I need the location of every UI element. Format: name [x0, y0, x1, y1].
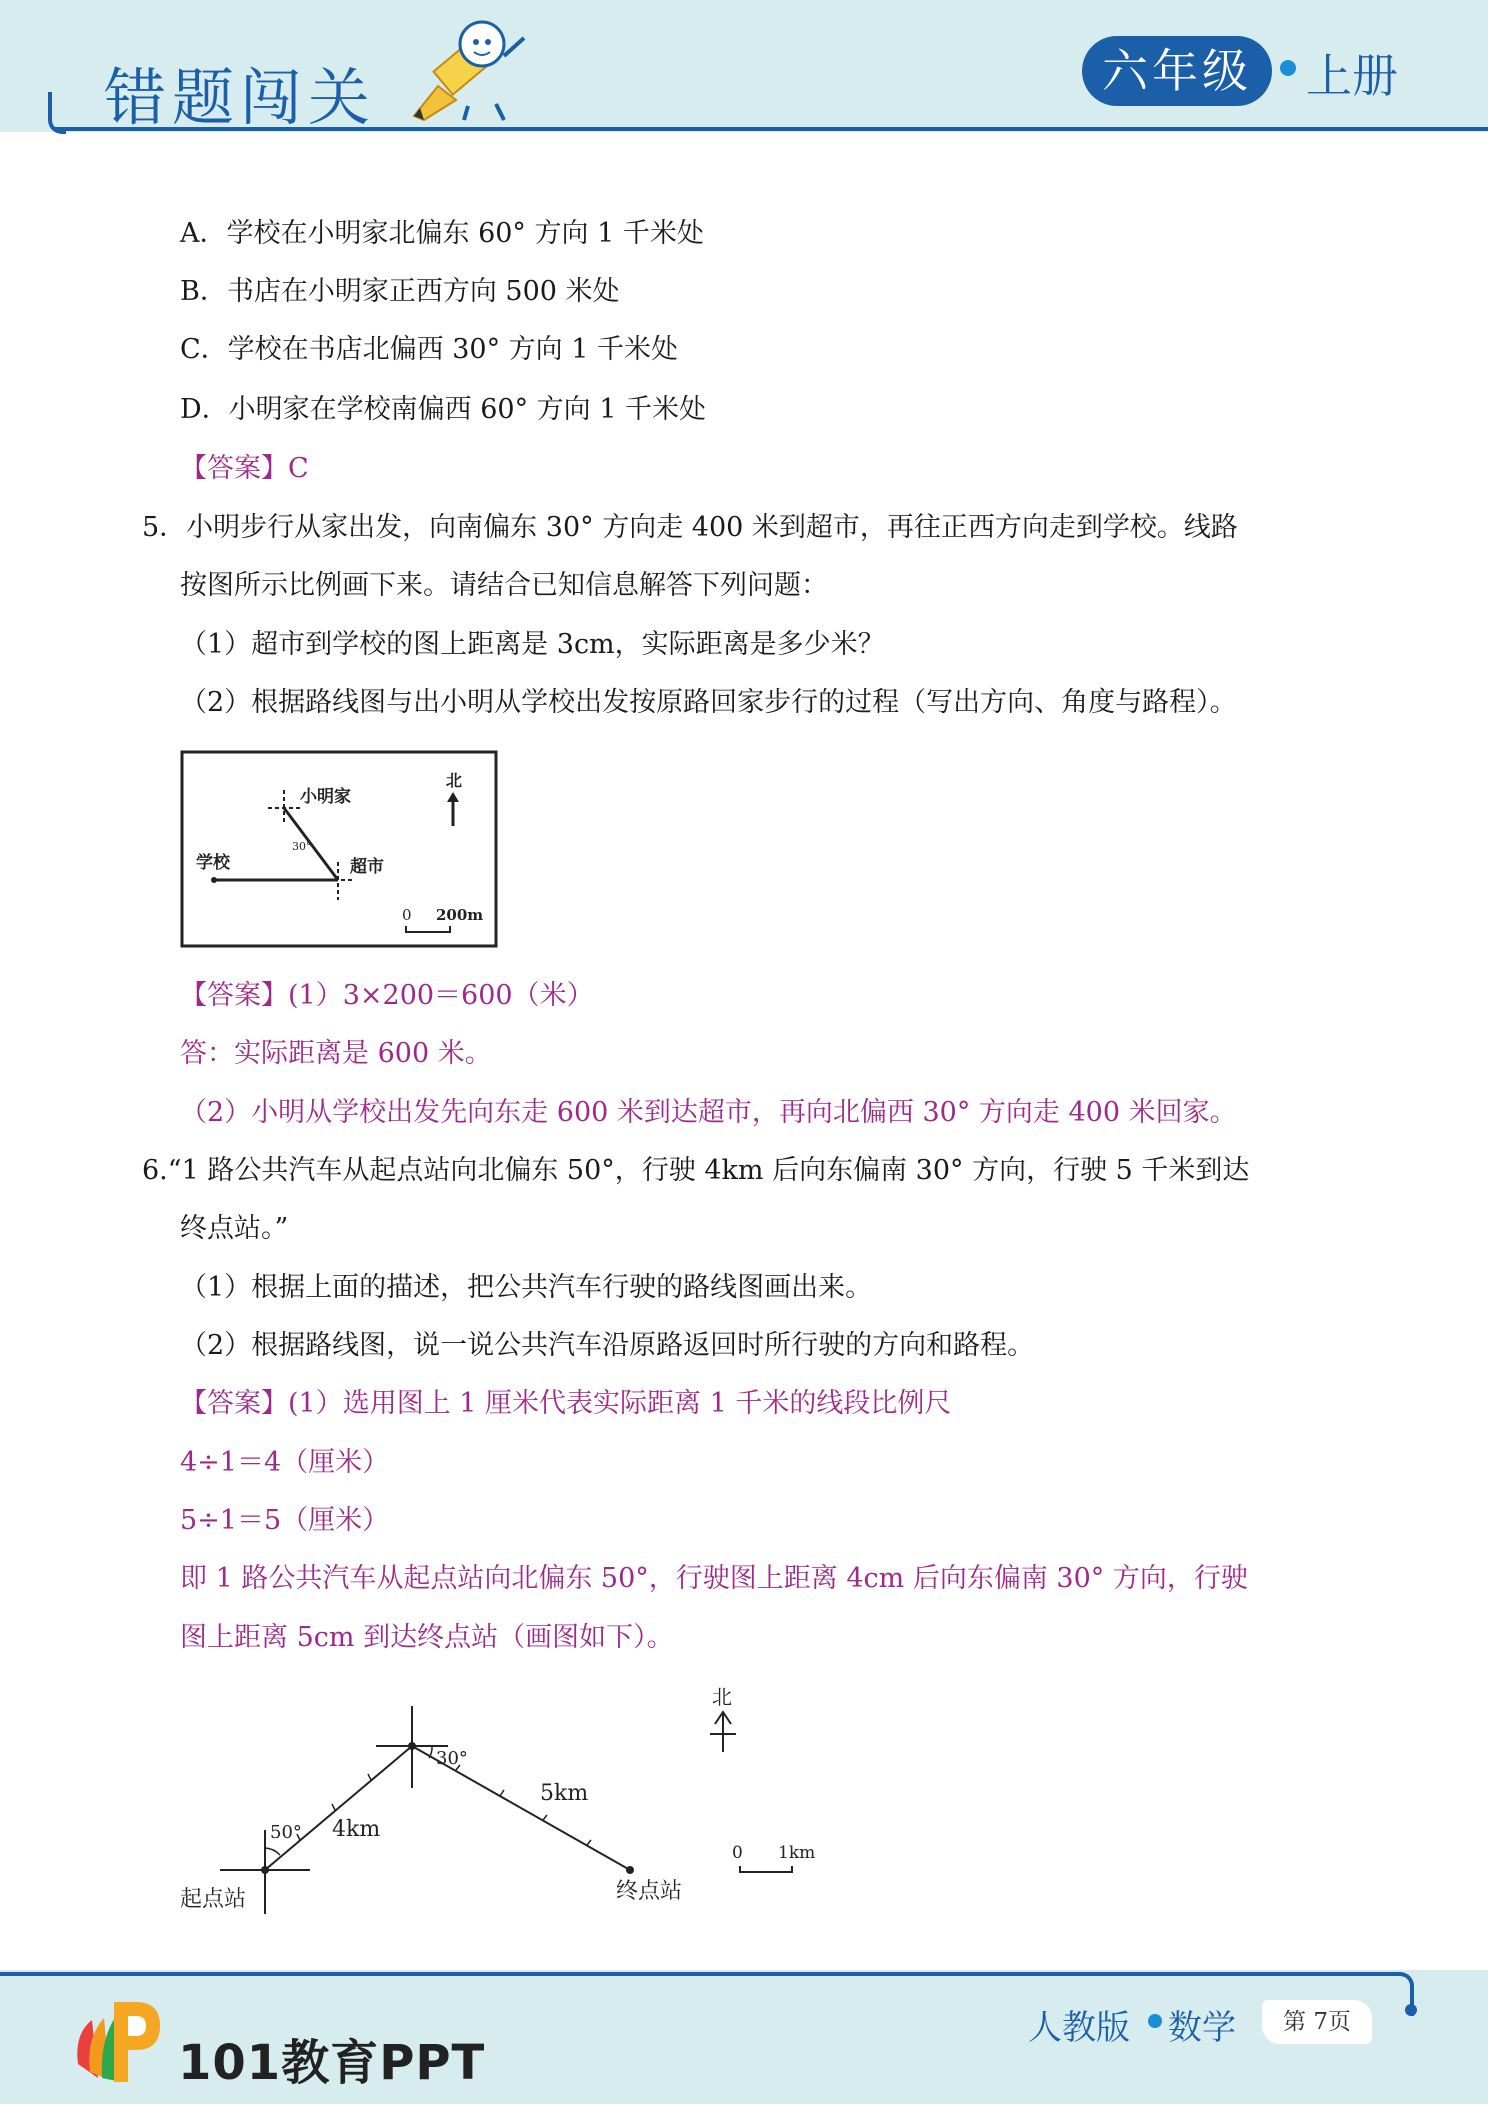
page-number-badge: 第 7页	[1262, 2000, 1372, 2044]
option-a: A．学校在小明家北偏东 60° 方向 1 千米处	[180, 218, 704, 249]
bullet-dot-icon	[1280, 60, 1296, 76]
option-b: B．书店在小明家正西方向 500 米处	[180, 276, 620, 307]
q5-school-label: 学校	[196, 853, 230, 873]
option-c: C．学校在书店北偏西 30° 方向 1 千米处	[180, 334, 679, 365]
header-title: 错题闯关	[104, 61, 377, 134]
answer-4: 【答案】C	[180, 453, 309, 484]
subject-label: 数学	[1168, 2008, 1236, 2048]
footer-divider	[0, 1972, 1400, 1976]
q5-scale-unit: 200m	[436, 906, 484, 924]
bullet-dot-icon	[1148, 2014, 1162, 2028]
q6-answer-line4: 即 1 路公共汽车从起点站向北偏东 50°，行驶图上距离 4cm 后向东偏南 30° 方向，行驶	[180, 1563, 1248, 1594]
q5-answer-line2: 答：实际距离是 600 米。	[180, 1038, 492, 1069]
q5-market-label: 超市	[350, 857, 384, 877]
q6-start-label: 起点站	[180, 1887, 247, 1912]
q5-route-figure	[180, 750, 498, 948]
option-d: D．小明家在学校南偏西 60° 方向 1 千米处	[180, 394, 707, 425]
q6-text-line1: 6.“1 路公共汽车从起点站向北偏东 50°，行驶 4km 后向东偏南 30° 方向，行驶 5 千米到达	[142, 1155, 1250, 1186]
q6-sub1: （1）根据上面的描述，把公共汽车行驶的路线图画出来。	[180, 1272, 873, 1303]
q6-scale-bar	[740, 1866, 792, 1872]
volume-label: 上册	[1306, 49, 1398, 103]
q5-sub2: （2）根据路线图与出小明从学校出发按原路回家步行的过程（写出方向、角度与路程）。	[180, 687, 1237, 718]
q6-answer-line3: 5÷1＝5（厘米）	[180, 1505, 390, 1536]
q5-answer-line3: （2）小明从学校出发先向东走 600 米到达超市，再向北偏西 30° 方向走 400 米回家。	[180, 1097, 1237, 1128]
q5-sub1: （1）超市到学校的图上距离是 3cm，实际距离是多少米？	[180, 629, 885, 660]
q6-route-figure	[170, 1680, 840, 1920]
q6-end-label: 终点站	[616, 1879, 683, 1904]
q5-north-label: 北	[446, 771, 463, 790]
footer-dot-icon	[1405, 2004, 1417, 2016]
q5-text-line1: 5．小明步行从家出发，向南偏东 30° 方向走 400 米到超市，再往正西方向走到学校。线路	[142, 512, 1238, 543]
q6-north-label: 北	[712, 1685, 732, 1709]
q6-dist2-label: 5km	[540, 1781, 589, 1806]
q6-answer-line5: 图上距离 5cm 到达终点站（画图如下）。	[180, 1622, 674, 1653]
q6-answer-line2: 4÷1＝4（厘米）	[180, 1447, 390, 1478]
q6-scale-unit: 1km	[778, 1843, 816, 1863]
q5-angle-label: 30°	[292, 840, 312, 853]
q6-angle1-label: 50°	[270, 1822, 302, 1843]
q5-home-label: 小明家	[300, 787, 351, 807]
q6-angle2-label: 30°	[436, 1748, 468, 1769]
q5-answer-line1: 【答案】(1）3×200＝600（米）	[180, 980, 594, 1011]
pencil-mascot-icon	[408, 16, 544, 124]
brand-name: 101教育PPT	[178, 2035, 486, 2091]
q5-text-line2: 按图所示比例画下来。请结合已知信息解答下列问题：	[180, 570, 828, 601]
q6-sub2: （2）根据路线图，说一说公共汽车沿原路返回时所行驶的方向和路程。	[180, 1330, 1035, 1361]
q6-dist1-label: 4km	[332, 1817, 381, 1842]
q6-scale-zero: 0	[732, 1843, 743, 1863]
q6-answer-line1: 【答案】(1）选用图上 1 厘米代表实际距离 1 千米的线段比例尺	[180, 1388, 952, 1419]
edition-label: 人教版	[1028, 2008, 1130, 2048]
grade-badge: 六年级	[1082, 36, 1272, 106]
q6-text-line2: 终点站。”	[180, 1213, 289, 1244]
header-hook-decoration	[48, 92, 66, 134]
brand-logo-icon	[68, 1994, 164, 2090]
q5-scale-zero: 0	[402, 906, 412, 924]
